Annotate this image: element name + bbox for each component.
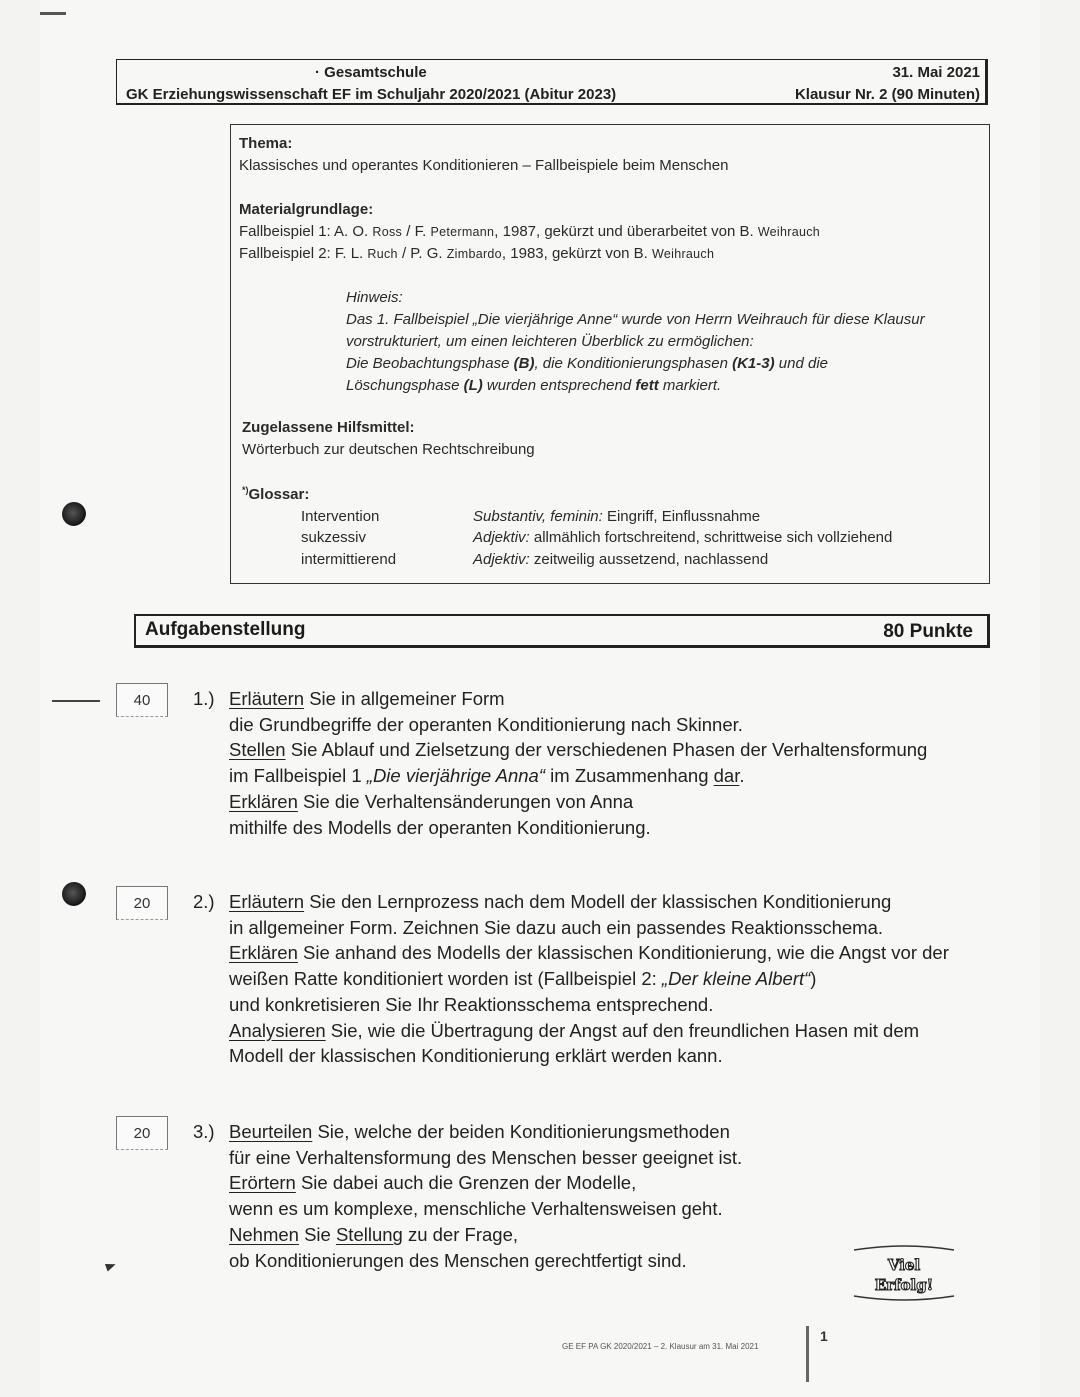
topic-text: Klassisches und operantes Konditionieren – Fallbeispiele beim Menschen [239,157,729,174]
punch-hole-top [62,502,86,526]
task-number: 3.) [193,1121,215,1142]
task-3-text: Beurteilen Sie, welche der beiden Konditionierungsmethoden für eine Verhaltensformung des Menschen besser geeignet ist. Erörtern Sie dabei auch die Grenzen der Modelle, wenn es um komplexe, menschliche Verhaltensweisen geht. Nehmen Sie Stellung zu der Frage, ob Konditionierungen des Menschen gerechtfertigt sind. [229,1121,743,1271]
glossary-heading: *)Glossar: [242,485,310,503]
footer-text: GE EF PA GK 2020/2021 – 2. Klausur am 31. Mai 2021 [562,1342,759,1351]
aids-label: Zugelassene Hilfsmittel: [242,419,415,436]
task-points-box: 40 [116,683,168,717]
tasks-total-points: 80 Punkte [883,621,973,642]
topic-label: Thema: [239,135,293,152]
note-line-2: vorstrukturiert, um einen leichteren Überblick zu ermöglichen: [346,333,754,350]
stamp-line-1: Viel [887,1256,921,1274]
footer-divider [806,1326,809,1382]
school-name: · Gesamtschule [315,64,427,81]
margin-line [52,700,100,702]
aids-text: Wörterbuch zur deutschen Rechtschreibung [242,441,535,458]
material-label: Materialgrundlage: [239,201,374,218]
note-line-3: Die Beobachtungsphase (B), die Konditionierungsphasen (K1-3) und die [346,355,829,372]
glossary-definition: Adjektiv: allmählich fortschreitend, schrittweise sich vollziehend [473,529,893,546]
exam-date: 31. Mai 2021 [892,64,980,81]
tasks-title: Aufgabenstellung [145,619,306,640]
task-number: 1.) [193,688,215,709]
note-label: Hinweis: [346,289,403,306]
glossary-term: Intervention [301,508,380,525]
note-line-1: Das 1. Fallbeispiel „Die vierjährige Anne“ wurde von Herrn Weihrauch für diese Klausur [346,311,925,328]
page-number: 1 [820,1328,828,1344]
case-1-source: Fallbeispiel 1: A. O. Ross / F. Petermann, 1987, gekürzt und überarbeitet von B. Weihrauch [239,223,821,240]
case-2-source: Fallbeispiel 2: F. L. Ruch / P. G. Zimbardo, 1983, gekürzt von B. Weihrauch [239,245,715,262]
course-title: GK Erziehungswissenschaft EF im Schuljahr 2020/2021 (Abitur 2023) [126,86,617,103]
note-line-4: Löschungsphase (L) wurden entsprechend fett markiert. [346,377,722,394]
task-1-text: Erläutern Sie in allgemeiner Form die Grundbegriffe der operanten Konditionierung nach Skinner. Stellen Sie Ablauf und Zielsetzung der verschiedenen Phasen der Verhaltensformung im Fallbeispiel 1 „Die vierjährige Anna“ im Zusammenhang dar. Erklären Sie die Verhaltensänderungen von Anna mithilfe des Modells der operanten Konditionierung. [229,688,928,838]
punch-hole-bottom [62,882,86,906]
glossary-definition: Adjektiv: zeitweilig aussetzend, nachlassend [473,551,769,568]
glossary-term: intermittierend [301,551,397,568]
glossary-term: sukzessiv [301,529,367,546]
glossary-definition: Substantiv, feminin: Eingriff, Einflussnahme [473,508,761,525]
exam-number: Klausur Nr. 2 (90 Minuten) [794,86,980,103]
task-number: 2.) [193,891,215,912]
good-luck-stamp [848,1238,960,1308]
task-points-box: 20 [116,1116,168,1150]
stamp-line-2: Erfolg! [874,1276,934,1294]
task-2-text: Erläutern Sie den Lernprozess nach dem Modell der klassischen Konditionierung in allgemeiner Form. Zeichnen Sie dazu auch ein passendes Reaktionsschema. Erklären Sie anhand des Modells der klassischen Konditionierung, wie die Angst vor der weißen Ratte konditioniert worden ist (Fallbeispiel 2: „Der kleine Albert“) und konkretisieren Sie Ihr Reaktionsschema entsprechend. Analysieren Sie, wie die Übertragung der Angst auf den freundlichen Hasen mit dem Modell der klassischen Konditionierung erklärt werden kann. [229,891,949,1067]
task-points-box: 20 [116,886,168,920]
staple-mark [40,12,66,15]
